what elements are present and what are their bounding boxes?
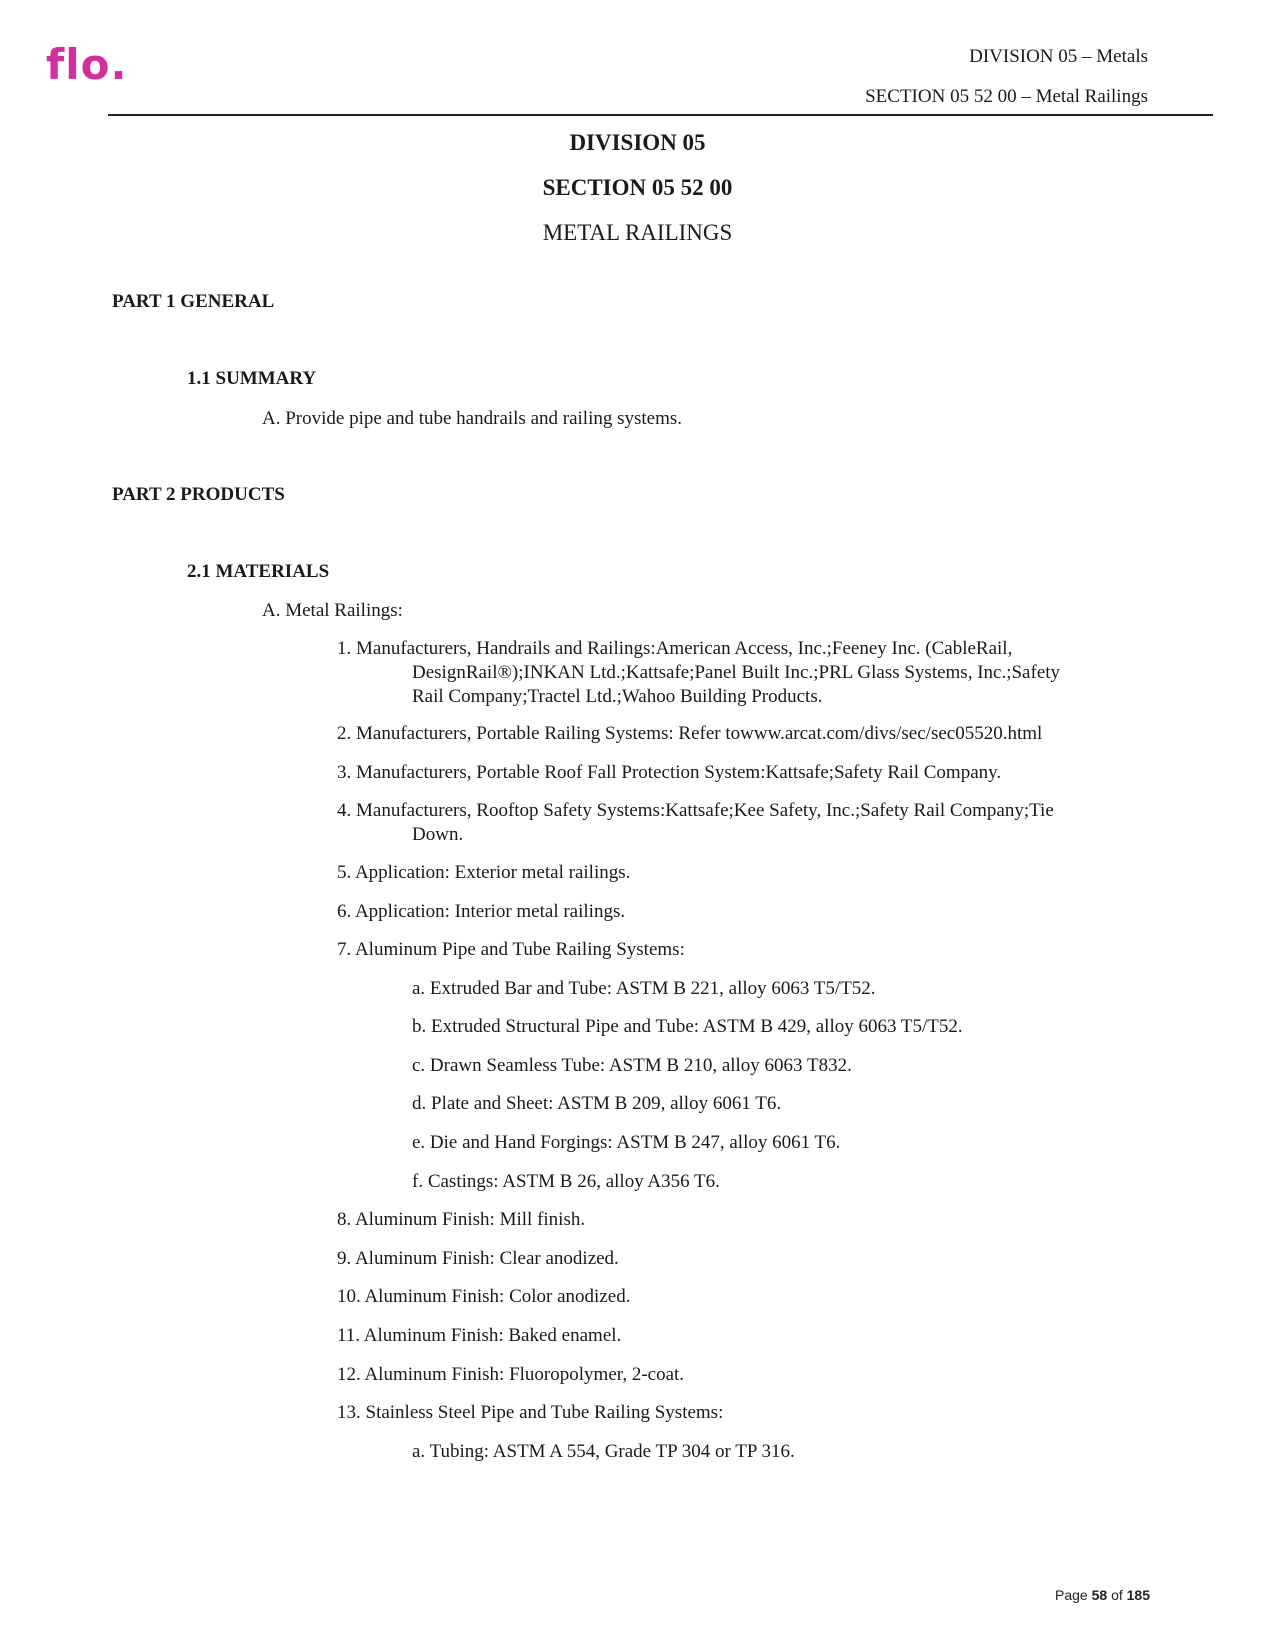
title-name: METAL RAILINGS — [542, 220, 733, 245]
part2-heading: PART 2 PRODUCTS — [112, 484, 285, 505]
metal-railings-item: A. Metal Railings: — [262, 600, 403, 621]
summary-heading: 1.1 SUMMARY — [187, 368, 317, 389]
page-prefix: Page — [1055, 1587, 1088, 1603]
list-item-4-line1: 4. Manufacturers, Rooftop Safety Systems:Kattsafe;Kee Safety, Inc.;Safety Rail Company;Tie — [337, 800, 1054, 821]
title-division: DIVISION 05 — [569, 130, 706, 155]
list-item-7d: d. Plate and Sheet: ASTM B 209, alloy 6061 T6. — [412, 1093, 782, 1114]
list-item-11: 11. Aluminum Finish: Baked enamel. — [337, 1325, 622, 1346]
list-item-7a: a. Extruded Bar and Tube: ASTM B 221, alloy 6063 T5/T52. — [412, 978, 876, 999]
list-item-1-line3: Rail Company;Tractel Ltd.;Wahoo Building Products. — [412, 686, 823, 707]
list-item-7: 7. Aluminum Pipe and Tube Railing Systems: — [337, 939, 685, 960]
page-current: 58 — [1091, 1587, 1108, 1603]
list-item-7e: e. Die and Hand Forgings: ASTM B 247, alloy 6061 T6. — [412, 1132, 841, 1153]
summary-item-a: A. Provide pipe and tube handrails and railing systems. — [262, 408, 683, 429]
title-section: SECTION 05 52 00 — [542, 175, 733, 200]
part1-heading: PART 1 GENERAL — [112, 291, 275, 312]
list-item-8: 8. Aluminum Finish: Mill finish. — [337, 1209, 586, 1230]
header-division: DIVISION 05 – Metals — [969, 46, 1148, 67]
brand-logo: flo. — [46, 40, 128, 89]
list-item-10: 10. Aluminum Finish: Color anodized. — [337, 1286, 631, 1307]
list-item-13: 13. Stainless Steel Pipe and Tube Railing Systems: — [337, 1402, 724, 1423]
page-number — [1055, 1587, 1150, 1603]
header-divider — [108, 114, 1213, 116]
list-item-13a: a. Tubing: ASTM A 554, Grade TP 304 or TP 316. — [412, 1441, 795, 1462]
materials-heading: 2.1 MATERIALS — [187, 561, 330, 582]
list-item-1-line2: DesignRail®);INKAN Ltd.;Kattsafe;Panel Built Inc.;PRL Glass Systems, Inc.;Safety — [412, 662, 1061, 683]
list-item-7c: c. Drawn Seamless Tube: ASTM B 210, alloy 6063 T832. — [412, 1055, 852, 1076]
list-item-1-line1: 1. Manufacturers, Handrails and Railings:American Access, Inc.;Feeney Inc. (CableRail, — [337, 638, 1013, 659]
list-item-4-line2: Down. — [412, 824, 464, 845]
page-total: 185 — [1126, 1587, 1150, 1603]
list-item-5: 5. Application: Exterior metal railings. — [337, 862, 631, 883]
list-item-9: 9. Aluminum Finish: Clear anodized. — [337, 1248, 619, 1269]
list-item-3: 3. Manufacturers, Portable Roof Fall Protection System:Kattsafe;Safety Rail Company. — [337, 762, 1002, 783]
list-item-2: 2. Manufacturers, Portable Railing Systems: Refer towww.arcat.com/divs/sec/sec05520.html — [337, 723, 1043, 744]
list-item-7f: f. Castings: ASTM B 26, alloy A356 T6. — [412, 1171, 720, 1192]
list-item-7b: b. Extruded Structural Pipe and Tube: ASTM B 429, alloy 6063 T5/T52. — [412, 1016, 963, 1037]
header-section: SECTION 05 52 00 – Metal Railings — [865, 86, 1148, 107]
page-of: of — [1111, 1587, 1123, 1603]
list-item-12: 12. Aluminum Finish: Fluoropolymer, 2-coat. — [337, 1364, 685, 1385]
list-item-6: 6. Application: Interior metal railings. — [337, 901, 626, 922]
